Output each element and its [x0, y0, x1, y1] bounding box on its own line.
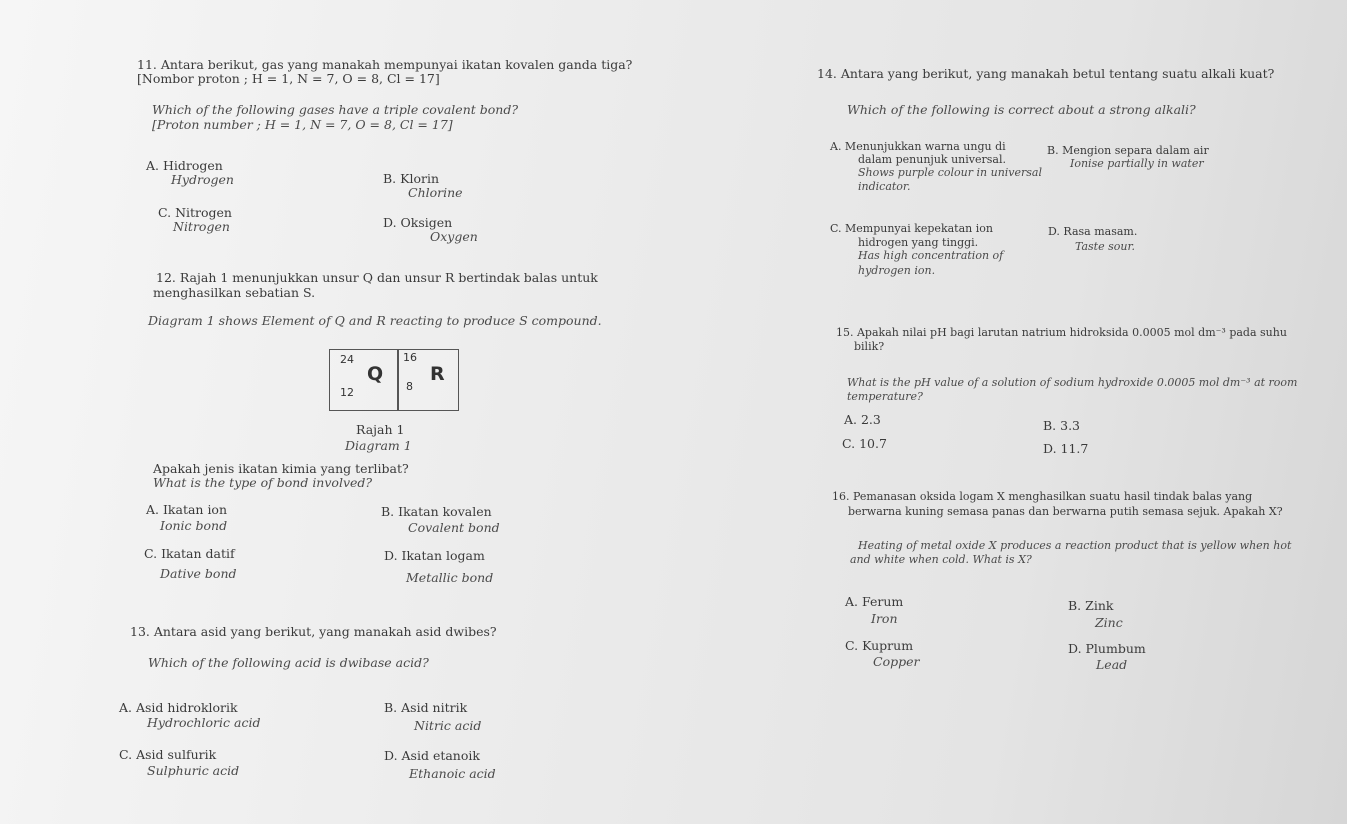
q11-option-b-en: Chlorine	[408, 185, 463, 200]
q14-option-d: D. Rasa masam.	[1048, 225, 1138, 238]
q11-option-a: A. Hidrogen	[146, 158, 223, 173]
q13-option-d: D. Asid etanoik	[384, 748, 480, 763]
q13-stem-en: Which of the following acid is dwibase acid?	[148, 655, 429, 670]
q12-stem-my-2: menghasilkan sebatian S.	[153, 285, 316, 300]
r-mass-number: 16	[403, 351, 417, 364]
q16-option-a-en: Iron	[871, 611, 898, 626]
diagram-caption-my: Rajah 1	[356, 422, 405, 437]
q13-option-d-en: Ethanoic acid	[409, 766, 496, 781]
q12-option-d: D. Ikatan logam	[384, 548, 485, 563]
q15-stem-my-1: 15. Apakah nilai pH bagi larutan natrium hidroksida 0.0005 mol dm⁻³ pada suhu	[836, 326, 1287, 339]
q15-stem-en-2: temperature?	[847, 390, 923, 403]
q-mass-number: 24	[340, 353, 354, 366]
q14-stem-my: 14. Antara yang berikut, yang manakah betul tentang suatu alkali kuat?	[817, 66, 1275, 81]
q16-option-d-en: Lead	[1096, 657, 1128, 672]
q14-option-d-en: Taste sour.	[1075, 240, 1136, 253]
q16-stem-my-2: berwarna kuning semasa panas dan berwarna putih semasa sejuk. Apakah X?	[848, 505, 1283, 518]
q11-note-en: [Proton number ; H = 1, N = 7, O = 8, Cl = 17]	[152, 117, 453, 132]
diagram-caption-en: Diagram 1	[345, 438, 412, 453]
q12-option-b-en: Covalent bond	[408, 520, 500, 535]
q11-option-c-en: Nitrogen	[173, 219, 230, 234]
q12-question-en: What is the type of bond involved?	[153, 475, 373, 490]
q15-stem-my-2: bilik?	[854, 340, 885, 353]
q12-stem-en: Diagram 1 shows Element of Q and R reacting to produce S compound.	[148, 313, 602, 328]
q14-option-c-en: Has high concentration of	[858, 249, 1004, 262]
q14-option-b: B. Mengion separa dalam air	[1047, 144, 1209, 157]
q13-option-a: A. Asid hidroklorik	[119, 700, 238, 715]
diagram-1-elements	[329, 349, 459, 411]
q11-note-my: [Nombor proton ; H = 1, N = 7, O = 8, Cl = 17]	[137, 71, 440, 86]
q11-option-d: D. Oksigen	[383, 215, 453, 230]
q13-option-a-en: Hydrochloric acid	[147, 715, 261, 730]
q12-stem-my-1: 12. Rajah 1 menunjukkan unsur Q dan unsur R bertindak balas untuk	[156, 270, 598, 285]
q12-option-a-en: Ionic bond	[160, 518, 228, 533]
q11-option-d-en: Oxygen	[430, 229, 478, 244]
q16-stem-my-1: 16. Pemanasan oksida logam X menghasilkan suatu hasil tindak balas yang	[832, 490, 1253, 503]
q16-option-c-en: Copper	[873, 654, 920, 669]
q16-option-b-en: Zinc	[1095, 615, 1123, 630]
q13-option-c-en: Sulphuric acid	[147, 763, 240, 778]
q16-option-a: A. Ferum	[845, 594, 904, 609]
q15-stem-en-1: What is the pH value of a solution of sodium hydroxide 0.0005 mol dm⁻³ at room	[847, 376, 1298, 389]
q13-stem-my: 13. Antara asid yang berikut, yang manakah asid dwibes?	[130, 624, 497, 639]
q12-option-c: C. Ikatan datif	[144, 546, 235, 561]
q14-option-a-line2: dalam penunjuk universal.	[858, 153, 1006, 166]
q-proton-number: 12	[340, 386, 354, 399]
q11-stem-en: Which of the following gases have a triple covalent bond?	[152, 102, 519, 117]
q12-question-my: Apakah jenis ikatan kimia yang terlibat?	[153, 461, 409, 476]
q14-option-c-line2: hidrogen yang tinggi.	[858, 236, 979, 249]
q16-option-c: C. Kuprum	[845, 638, 914, 653]
q12-option-b: B. Ikatan kovalen	[381, 504, 492, 519]
q14-stem-en: Which of the following is correct about a strong alkali?	[847, 102, 1196, 117]
q14-option-a: A. Menunjukkan warna ungu di	[830, 140, 1006, 153]
q13-option-c: C. Asid sulfurik	[119, 747, 217, 762]
q11-option-c: C. Nitrogen	[158, 205, 232, 220]
q14-option-a-en: Shows purple colour in universal	[858, 166, 1043, 179]
q12-option-a: A. Ikatan ion	[146, 502, 228, 517]
q12-option-d-en: Metallic bond	[406, 570, 494, 585]
q12-option-c-en: Dative bond	[160, 566, 237, 581]
q11-stem-my: 11. Antara berikut, gas yang manakah mempunyai ikatan kovalen ganda tiga?	[137, 57, 633, 72]
q16-option-d: D. Plumbum	[1068, 641, 1146, 656]
q14-option-c-en-line2: hydrogen ion.	[858, 264, 936, 277]
q14-option-c: C. Mempunyai kepekatan ion	[830, 222, 993, 235]
q16-stem-en-1: Heating of metal oxide X produces a reaction product that is yellow when hot	[858, 539, 1292, 552]
q-symbol: Q	[367, 363, 384, 385]
q13-option-b: B. Asid nitrik	[384, 700, 468, 715]
q11-option-a-en: Hydrogen	[171, 172, 234, 187]
q16-option-b: B. Zink	[1068, 598, 1114, 613]
r-proton-number: 8	[406, 380, 413, 393]
q16-stem-en-2: and white when cold. What is X?	[850, 553, 1032, 566]
q14-option-b-en: Ionise partially in water	[1070, 157, 1204, 170]
q15-option-d: D. 11.7	[1043, 441, 1089, 456]
q15-option-a: A. 2.3	[844, 412, 881, 427]
q11-option-b: B. Klorin	[383, 171, 440, 186]
diagram-divider	[397, 350, 399, 410]
q14-option-a-en-line2: indicator.	[858, 180, 911, 193]
q15-option-c: C. 10.7	[842, 436, 887, 451]
q15-option-b: B. 3.3	[1043, 418, 1081, 433]
q13-option-b-en: Nitric acid	[414, 718, 482, 733]
r-symbol: R	[430, 363, 445, 385]
